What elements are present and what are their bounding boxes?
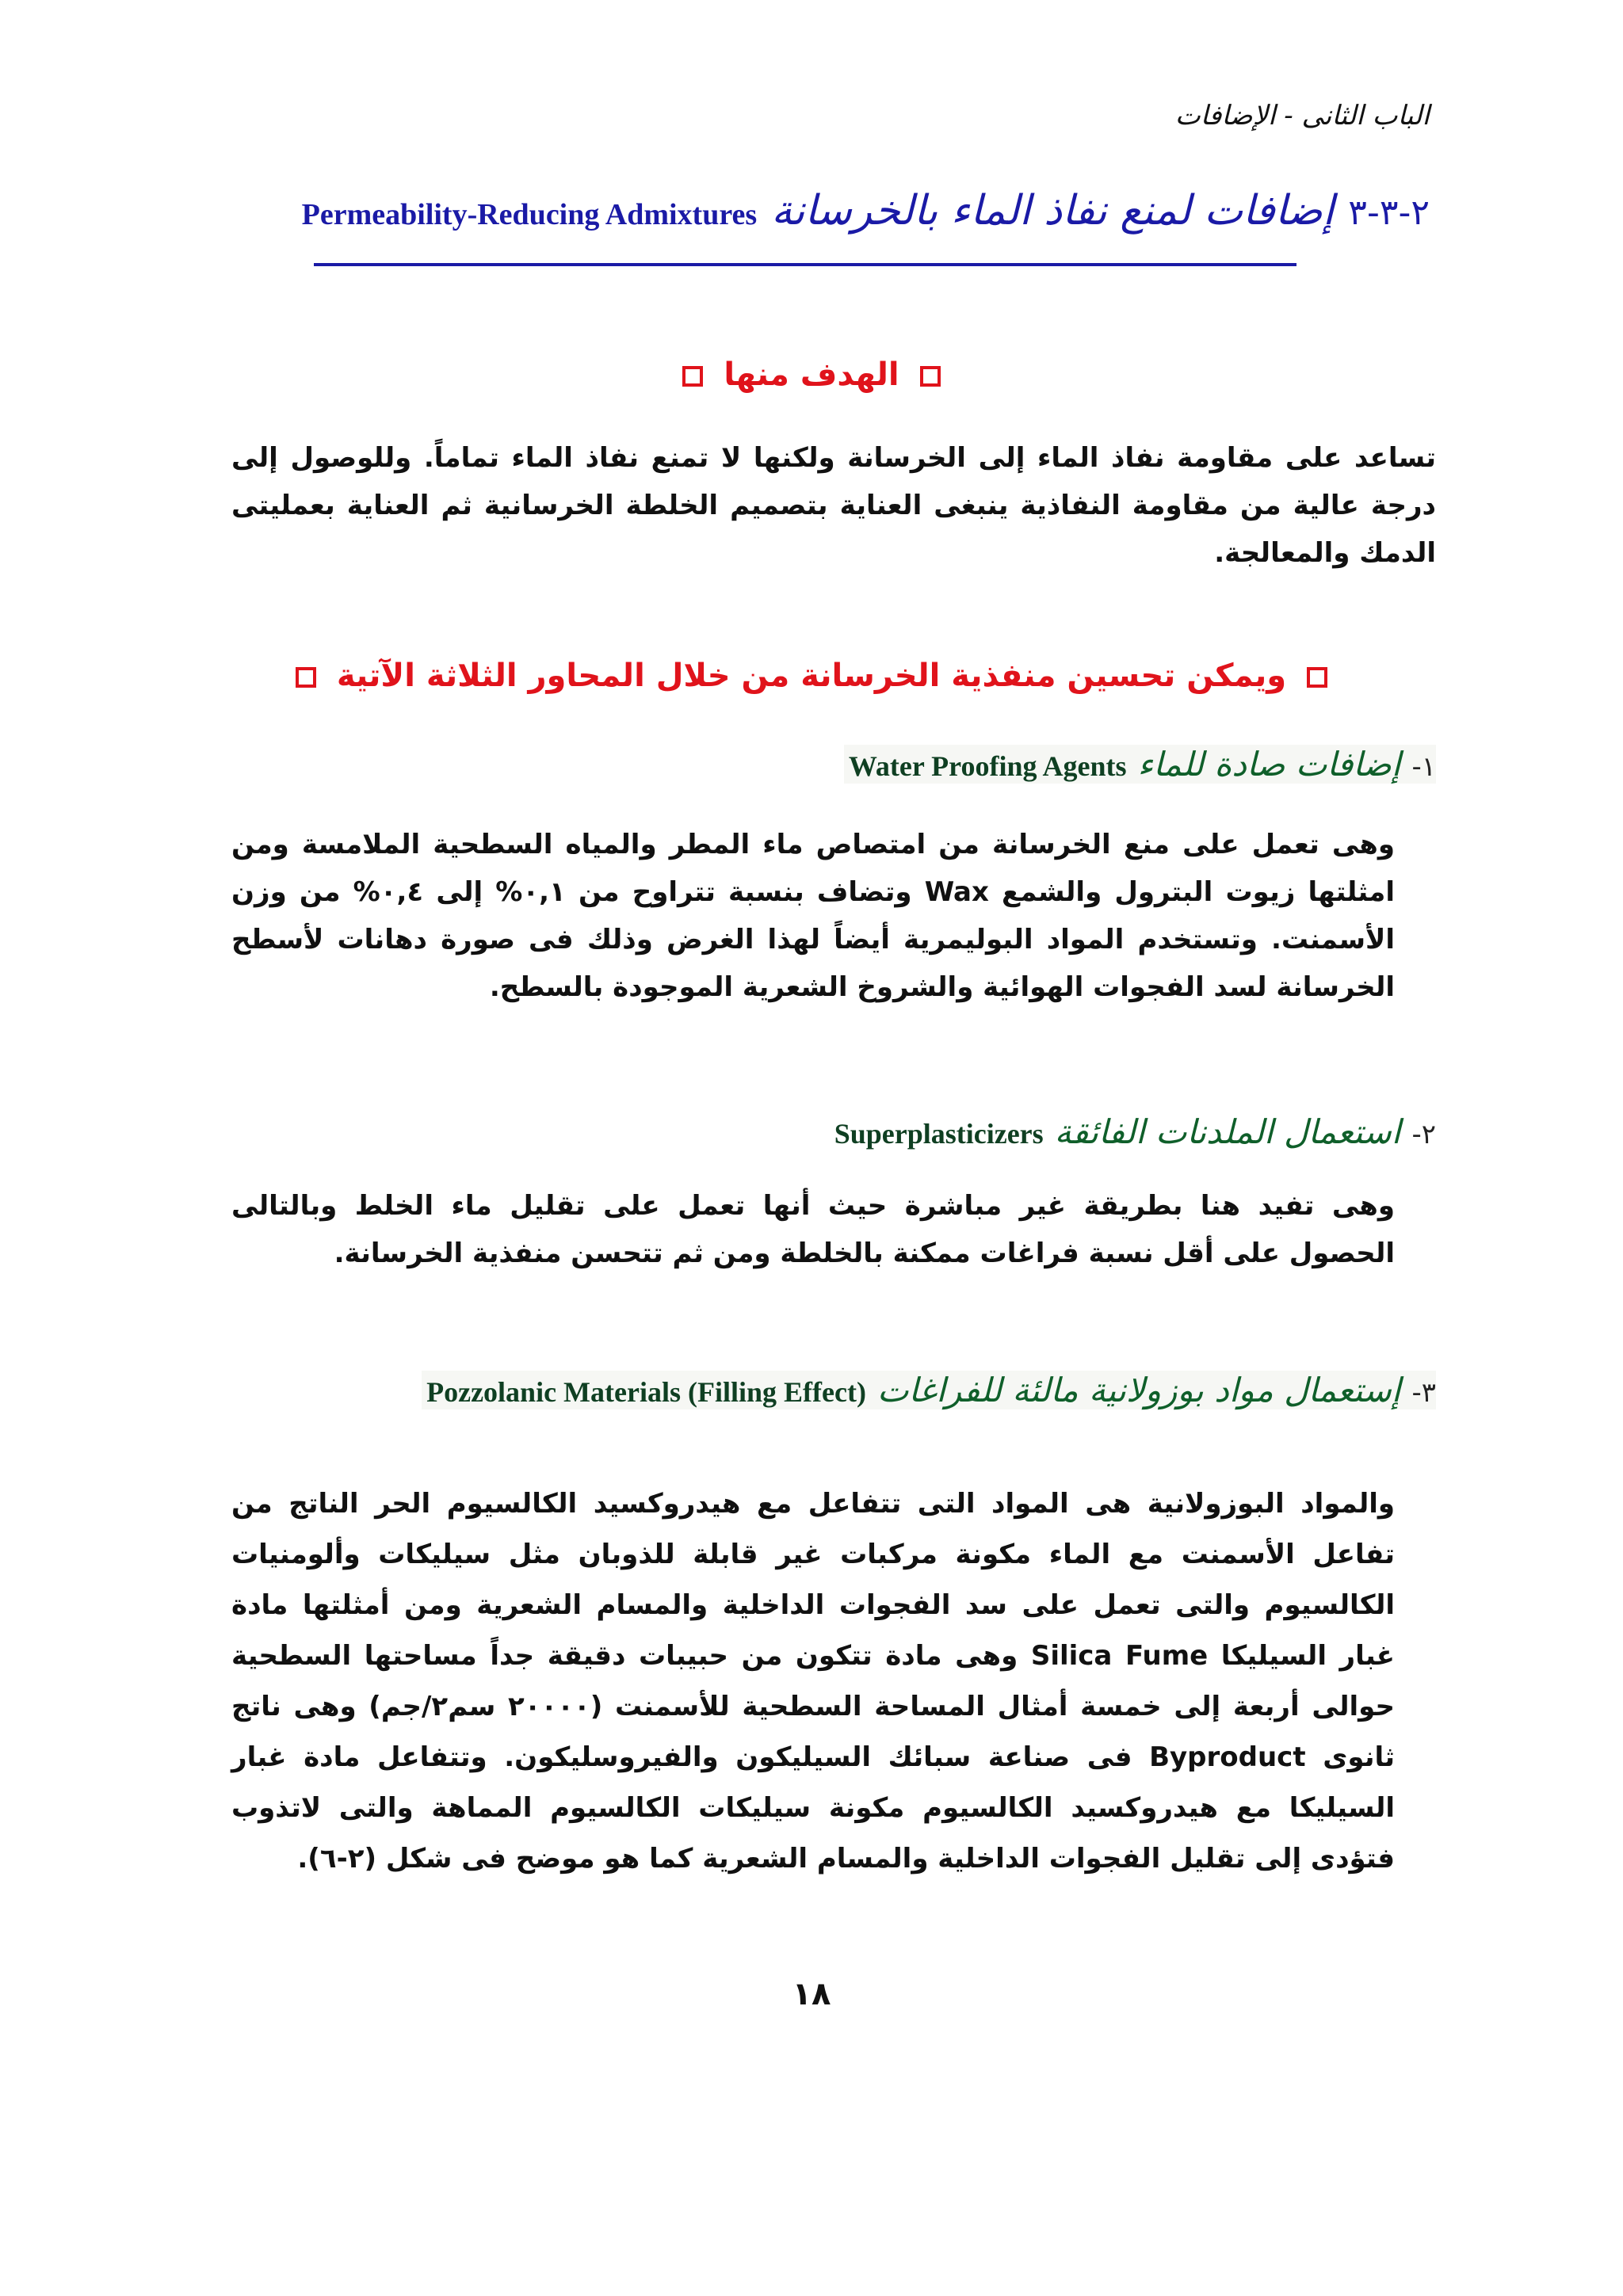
item-paragraph-superplasticizers: وهى تفيد هنا بطريقة غير مباشرة حيث أنها تعمل على تقليل ماء الخلط وبالتالى الحصول على أقل نسبة فراغات ممكنة بالخلطة ومن ثم تتحسن منفذية الخرسانة. (231, 1190, 1395, 1269)
axes-heading (0, 658, 1623, 694)
goal-paragraph: تساعد على مقاومة نفاذ الماء إلى الخرسانة ولكنها لا تمنع نفاذ الماء تماماً. وللوصول إلى درجة عالية من مقاومة النفاذية ينبغى العناية بتصميم الخلطة الخرسانية ثم العناية بعمليتى الدمك والمعالجة. (231, 442, 1436, 569)
item-heading-superplasticizers (830, 1112, 1436, 1151)
section-title-arabic: إضافات لمنع نفاذ الماء بالخرسانة (771, 187, 1335, 235)
section-number: ٢-٣-٣ (1348, 193, 1430, 233)
axes-heading-text: ويمكن تحسين منفذية الخرسانة من خلال المحاور الثلاثة الآتية (336, 658, 1287, 694)
title-underline (314, 263, 1296, 266)
page-number: ١٨ (792, 1976, 831, 2012)
item-number: ٣- (1411, 1377, 1436, 1409)
item-title-arabic: إضافات صادة للماء (1137, 745, 1401, 784)
goal-heading (0, 357, 1623, 393)
item-title-english: Pozzolanic Materials (Filling Effect) (426, 1376, 866, 1408)
checkbox-bullet-icon (1307, 667, 1327, 688)
section-title (301, 187, 1430, 235)
checkbox-bullet-icon (682, 366, 703, 387)
item-title-english: Superplasticizers (834, 1118, 1044, 1150)
checkbox-bullet-icon (296, 667, 316, 688)
running-header: الباب الثانى - الإضافات (1174, 100, 1430, 132)
item-heading-water-proofing (844, 745, 1436, 784)
item-paragraph-water-proofing: وهى تعمل على منع الخرسانة من امتصاص ماء المطر والمياه السطحية الملامسة ومن امثلتها زيوت البترول والشمع Wax وتضاف بنسبة تتراوح من ٠,١% إلى ٠,٤% من وزن الأسمنت. وتستخدم المواد البوليمرية أيضاً لهذا الغرض وذلك فى صورة دهانات لأسطح الخرسانة لسد الفجوات الهوائية والشروخ الشعرية الموجودة بالسطح. (231, 829, 1395, 1003)
item-title-arabic: استعمال الملدنات الفائقة (1054, 1112, 1401, 1151)
goal-heading-text: الهدف منها (724, 357, 899, 393)
item-paragraph-pozzolanic: والمواد البوزولانية هى المواد التى تتفاعل مع هيدروكسيد الكالسيوم الحر الناتج من تفاعل الأسمنت مع الماء مكونة مركبات غير قابلة للذوبان مثل سيليكات وألومنيات الكالسيوم والتى تعمل على سد الفجوات الداخلية والمسام الشعرية ومن أمثلتها مادة غبار السيليكا Silica Fume وهى مادة تتكون من حبيبات دقيقة جداً مساحتها السطحية حوالى أربعة إلى خمسة أمثال المساحة السطحية للأسمنت (٢٠٠٠٠ سم٢/جم) وهى ناتج ثانوى Byproduct فى صناعة سبائك السيليكون والفيروسليكون. وتتفاعل مادة غبار السيليكا مع هيدروكسيد الكالسيوم مكونة سيليكات الكالسيوم المماهة والتى لاتذوب فتؤدى إلى تقليل الفجوات الداخلية والمسام الشعرية كما هو موضح فى شكل (٢-٦). (231, 1488, 1395, 1875)
item-heading-pozzolanic (422, 1371, 1436, 1409)
section-title-english: Permeability-Reducing Admixtures (301, 198, 758, 231)
item-number: ١- (1411, 751, 1436, 783)
item-title-english: Water Proofing Agents (848, 750, 1127, 782)
item-title-arabic: إستعمال مواد بوزولانية مالئة للفراغات (876, 1371, 1401, 1409)
item-number: ٢- (1411, 1119, 1436, 1150)
checkbox-bullet-icon (920, 366, 941, 387)
